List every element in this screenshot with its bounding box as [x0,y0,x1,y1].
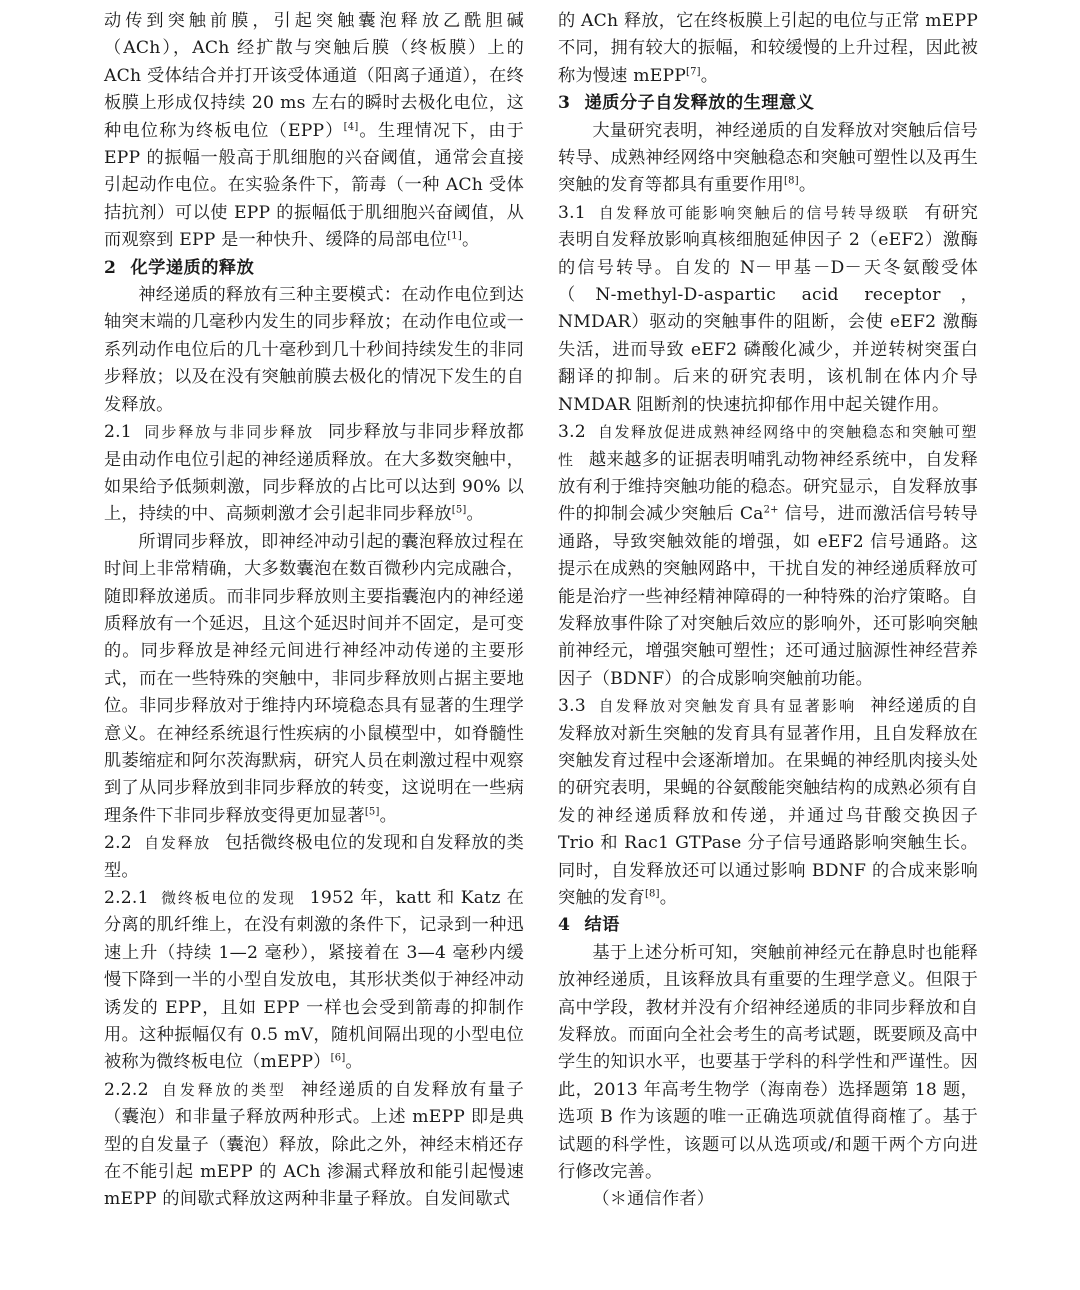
section-heading-3: 3 递质分子自发释放的生理意义 [558,93,815,114]
paragraph-slow-mepp: 的 ACh 释放，它在终板膜上引起的电位与正常 mEPP 不同，拥有较大的振幅，和较缓慢的上升过程，因此被称为慢速 mEPP[7]。 [558,11,978,86]
section-heading-2: 2 化学递质的释放 [104,257,255,278]
citation: [7] [686,66,701,78]
citation: [6] [330,1052,346,1064]
subsection-2-2-2: 2.2.2 自发释放的类型 神经递质的自发释放有量子（囊泡）和非量子释放两种形式。上述 mEPP 即是典型的自发量子（囊泡）释放，除此之外，神经末梢还存在不能引起 mEPP 的 ACh 渗漏式释放和能引起慢速 mEPP 的间歇式释放这两种非量子释放。自发间歇式 [104,1079,524,1210]
citation: [1] [447,230,462,242]
paragraph-sync-release: 所谓同步释放，即神经冲动引起的囊泡释放过程在时间上非常精确，大多数囊泡在数百微秒内完成融合，随即释放递质。而非同步释放则主要指囊泡内的神经递质释放有一个延迟，且这个延迟时间并不固定，是可变的。同步释放是神经元间进行神经冲动传递的主要形式，而在一些特殊的突触中，非同步释放则占据主要地位。非同步释放对于维持内环境稳态具有显著的生理学意义。在神经系统退行性疾病的小鼠模型中，如脊髓性肌萎缩症和阿尔茨海默病，研究人员在刺激过程中观察到了从同步释放到非同步释放的转变，这说明在一些病理条件下非同步释放变得更加显著[5]。 [104,531,524,826]
subsection-3-1: 3.1 自发释放可能影响突触后的信号转导级联 有研究表明自发释放影响真核细胞延伸因子 2（eEF2）激酶的信号转导。自发的 N－甲基－D－天冬氨酸受体（N-methyl-D-aspartic acid receptor，NMDAR）驱动的突触事件的阻断，会使 eEF2 激酶失活，进而导致 eEF2 磷酸化减少，并逆转树突蛋白翻译的抑制。后来的研究表明，该机制在体内介导 NMDAR 阻断剂的快速抗抑郁作用中起关键作用。 [558,202,978,415]
corresponding-author-note: （＊通信作者） [592,1189,715,1210]
citation: [5] [451,504,467,516]
subsection-2-2: 2.2 自发释放 包括微终极电位的发现和自发释放的类型。 [104,833,524,881]
paragraph-epp-intro: 动传到突触前膜，引起突触囊泡释放乙酰胆碱（ACh），ACh 经扩散与突触后膜（终板膜）上的 ACh 受体结合并打开该受体通道（阳离子通道），在终板膜上形成仅持续 20 ms 左右的瞬时去极化电位，这种电位称为终板电位（EPP）[4]。生理情况下，由于 EPP 的振幅一般高于肌细胞的兴奋阈值，通常会直接引起动作电位。在实验条件下，箭毒（一种 ACh 受体拮抗剂）可以使 EPP 的振幅低于肌细胞兴奋阈值，从而观察到 EPP 是一种快升、缓降的局部电位[1]。 [104,11,524,251]
citation: [8] [644,888,660,900]
right-column [558,8,978,1214]
subsection-2-2-1: 2.2.1 微终板电位的发现 1952 年，katt 和 Katz 在分离的肌纤维上，在没有刺激的条件下，记录到一种迅速上升（持续 1—2 毫秒），紧接着在 3—4 毫秒内缓慢下降到一半的小型自发放电，其形状类似于神经冲动诱发的 EPP，且如 EPP 一样也会受到箭毒的抑制作用。这种振幅仅有 0.5 mV，随机间隔出现的小型电位被称为微终板电位（mEPP）[6]。 [104,888,524,1073]
superscript-charge: 2+ [763,504,779,516]
paragraph-conclusion: 基于上述分析可知，突触前神经元在静息时也能释放神经递质，且该释放具有重要的生理学意义。但限于高中学段，教材并没有介绍神经递质的非同步释放和自发释放。而面向全社会考生的高考试题，既要顾及高中学生的知识水平，也要基于学科的科学性和严谨性。因此，2013 年高考生物学（海南卷）选择题第 18 题，选项 B 作为该题的唯一正确选项就值得商榷了。基于试题的科学性，该题可以从选项或/和题干两个方向进行修改完善。 [558,942,978,1183]
left-column [104,8,524,1214]
paragraph-physiological-significance: 大量研究表明，神经递质的自发释放对突触后信号转导、成熟神经网络中突触稳态和突触可塑性以及再生突触的发育等都具有重要作用[8]。 [558,120,978,196]
subsection-2-1: 2.1 同步释放与非同步释放 同步释放与非同步释放都是由动作电位引起的神经递质释放。在大多数突触中，如果给予低频刺激，同步释放的占比可以达到 90% 以上，持续的中、高频刺激才会引起非同步释放[5]。 [104,422,524,525]
subsection-3-3: 3.3 自发释放对突触发育具有显著影响 神经递质的自发释放对新生突触的发育具有显著作用，且自发释放在突触发育过程中会逐渐增加。在果蝇的神经肌肉接头处的研究表明，果蝇的谷氨酸能突触结构的成熟必须有自发的神经递质释放和传递，并通过鸟苷酸交换因子 Trio 和 Rac1 GTPase 分子信号通路影响突触生长。同时，自发释放还可以通过影响 BDNF 的合成来影响突触的发育[8]。 [558,696,978,908]
citation: [8] [784,175,799,187]
citation: [4] [343,120,359,132]
citation: [5] [364,806,380,818]
paragraph-release-modes: 神经递质的释放有三种主要模式：在动作电位到达轴突末端的几毫秒内发生的同步释放；在动作电位或一系列动作电位后的几十毫秒到几十秒间持续发生的非同步释放；以及在没有突触前膜去极化的情况下发生的自发释放。 [104,285,524,415]
subsection-3-2: 3.2 自发释放促进成熟神经网络中的突触稳态和突触可塑性 越来越多的证据表明哺乳动物神经系统中，自发释放有利于维持突触功能的稳态。研究显示，自发释放事件的抑制会减少突触后 $Ca^{2+}$ 信号，进而激活信号转导通路，导致突触效能的增强，如 eEF2 信号通路。这提示在成熟的突触网路中，干扰自发的神经递质释放可能是治疗一些神经精神障碍的一种特殊的治疗策略。自发释放事件除了对突触后效应的影响外，还可影响突触前神经元，增强突触可塑性；还可通过脑源性神经营养因子（BDNF）的合成影响突触前功能。 [558,422,978,689]
section-heading-4: 4 结语 [558,915,620,936]
